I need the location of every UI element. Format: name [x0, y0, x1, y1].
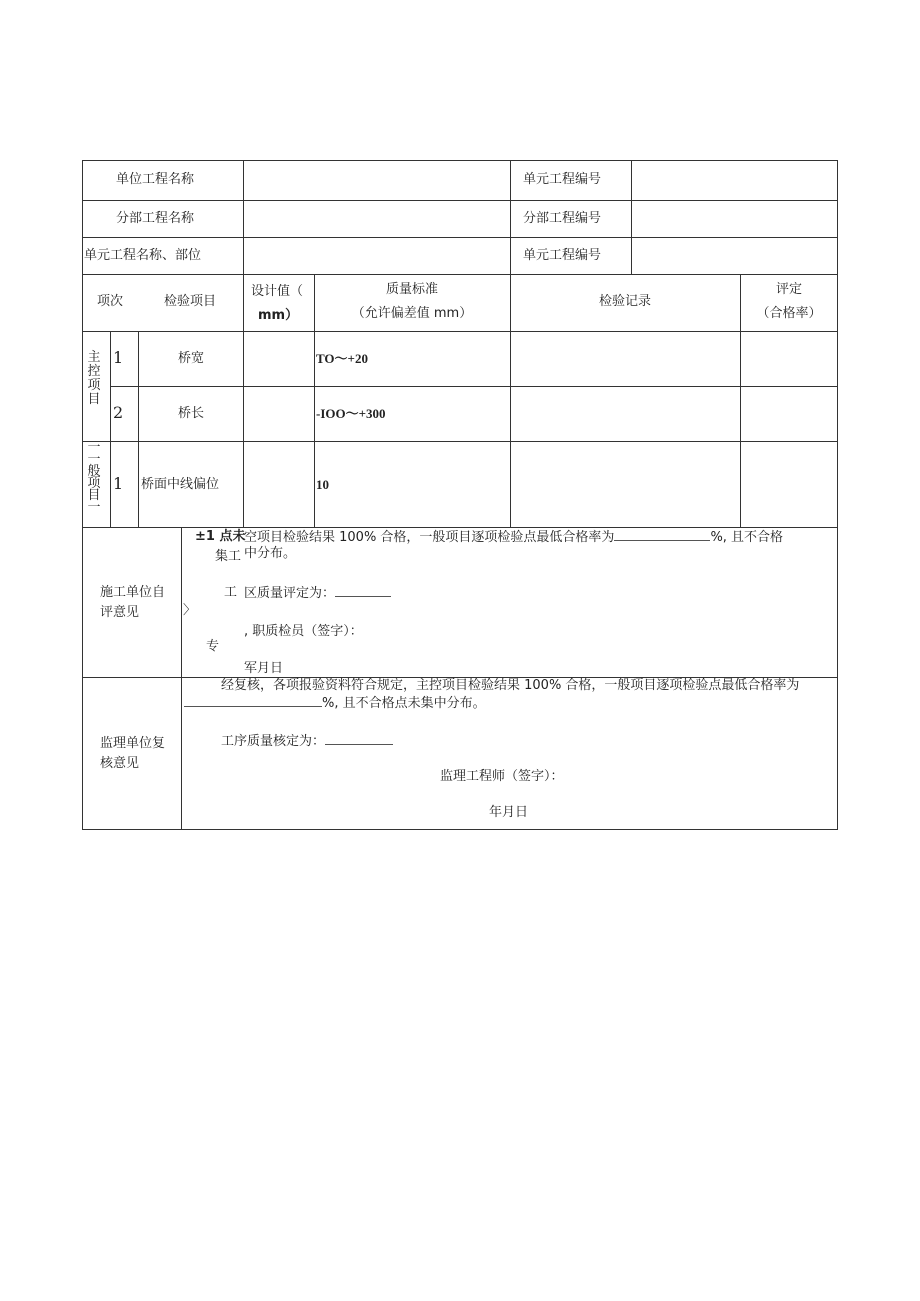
main-group-label: 主控项目	[87, 350, 101, 407]
supervisor-label-line2: 核意见	[100, 756, 140, 771]
col-inspection-item: 检验项目	[164, 294, 217, 309]
contractor-side-fragment: 专	[206, 639, 220, 654]
supervisor-result-line1: 经复核，各项报验资料符合规定，主控项目检验结果 100% 合格，一般项目逐项检验点最低合格率为	[221, 678, 800, 693]
contractor-result-text: 空项目检验结果 100% 合格，一般项目逐项检验点最低合格率为	[244, 530, 615, 545]
rule	[82, 441, 838, 442]
rule	[243, 160, 244, 527]
contractor-side-fragment	[195, 529, 245, 545]
contractor-quality-label: 区质量评定为：	[244, 586, 336, 601]
rule	[82, 829, 838, 830]
contractor-date-line: 军月日	[244, 661, 284, 676]
col-item-no: 项次	[97, 294, 124, 309]
rule	[837, 160, 838, 830]
row-no: 2	[113, 403, 124, 422]
col-quality-standard-line2: （允许偏差值 mm）	[351, 306, 473, 321]
rule	[181, 527, 182, 830]
contractor-side-fragment: 集工	[215, 549, 242, 564]
unit-element-no-label: 单元工程编号	[523, 172, 602, 187]
row-item: 桥面中线偏位	[141, 477, 220, 492]
supervisor-result-end: %, 且不合格点未集中分布。	[322, 696, 486, 711]
contractor-rate-blank[interactable]	[614, 529, 710, 541]
rule	[82, 274, 838, 275]
col-design-value-line2: mm）	[258, 308, 299, 323]
rule	[510, 160, 511, 527]
supervisor-quality-label: 工序质量核定为：	[221, 734, 326, 749]
rule	[82, 160, 83, 830]
row-standard: TO～+20	[316, 351, 368, 366]
supervisor-result-line2	[184, 695, 486, 712]
col-design-value-line1: 设计值（	[251, 284, 304, 299]
rule	[138, 331, 139, 527]
col-quality-standard-line1: 质量标准	[385, 282, 438, 297]
supervisor-signer-line: 监理工程师（签字）：	[440, 769, 564, 784]
rule	[82, 160, 838, 161]
contractor-side-fragment: 〉	[183, 603, 197, 618]
rule	[110, 331, 111, 527]
sub-project-name-label: 分部工程名称	[116, 211, 195, 226]
row-no: 1	[113, 474, 124, 493]
contractor-quality-blank[interactable]	[335, 585, 391, 597]
unit-element-no-label-2: 单元工程编号	[523, 248, 602, 263]
contractor-label-line2: 评意见	[100, 605, 140, 620]
contractor-side-fragment: 工	[224, 585, 238, 600]
col-rating-line1: 评定	[775, 282, 802, 297]
rule	[110, 386, 838, 387]
col-inspection-record: 检验记录	[598, 294, 651, 309]
row-item: 桥长	[178, 406, 205, 421]
element-name-part-label: 单元工程名称、部位	[84, 248, 202, 263]
row-standard: 10	[316, 477, 329, 492]
rule	[82, 200, 838, 201]
supervisor-rate-blank[interactable]	[184, 695, 322, 707]
rule	[82, 237, 838, 238]
quality-inspection-form	[82, 160, 838, 830]
contractor-side-fragment: ±1 点未	[195, 529, 246, 544]
rule	[82, 331, 838, 332]
rule	[631, 160, 632, 274]
contractor-quality-line	[244, 585, 391, 602]
row-no: 1	[113, 348, 124, 367]
supervisor-date-line: 年月日	[489, 805, 529, 820]
contractor-result-line1	[244, 529, 783, 546]
supervisor-label-line1: 监理单位复	[100, 736, 166, 751]
general-group-label: 一一般项目一	[87, 440, 101, 515]
contractor-inspector-line: , 职质检员（签字）：	[244, 624, 363, 639]
rule	[82, 527, 838, 528]
unit-project-name-label: 单位工程名称	[116, 172, 195, 187]
row-item: 桥宽	[178, 351, 205, 366]
contractor-result-end: %, 且不合格	[710, 530, 784, 545]
sub-project-no-label: 分部工程编号	[523, 211, 602, 226]
contractor-label-line1: 施工单位自	[100, 585, 166, 600]
supervisor-quality-line	[221, 733, 393, 750]
row-standard: -IOO～+300	[316, 406, 386, 421]
supervisor-quality-blank[interactable]	[325, 733, 393, 745]
contractor-result-line2: 中分布。	[244, 546, 297, 561]
col-rating-line2: （合格率）	[756, 306, 822, 321]
